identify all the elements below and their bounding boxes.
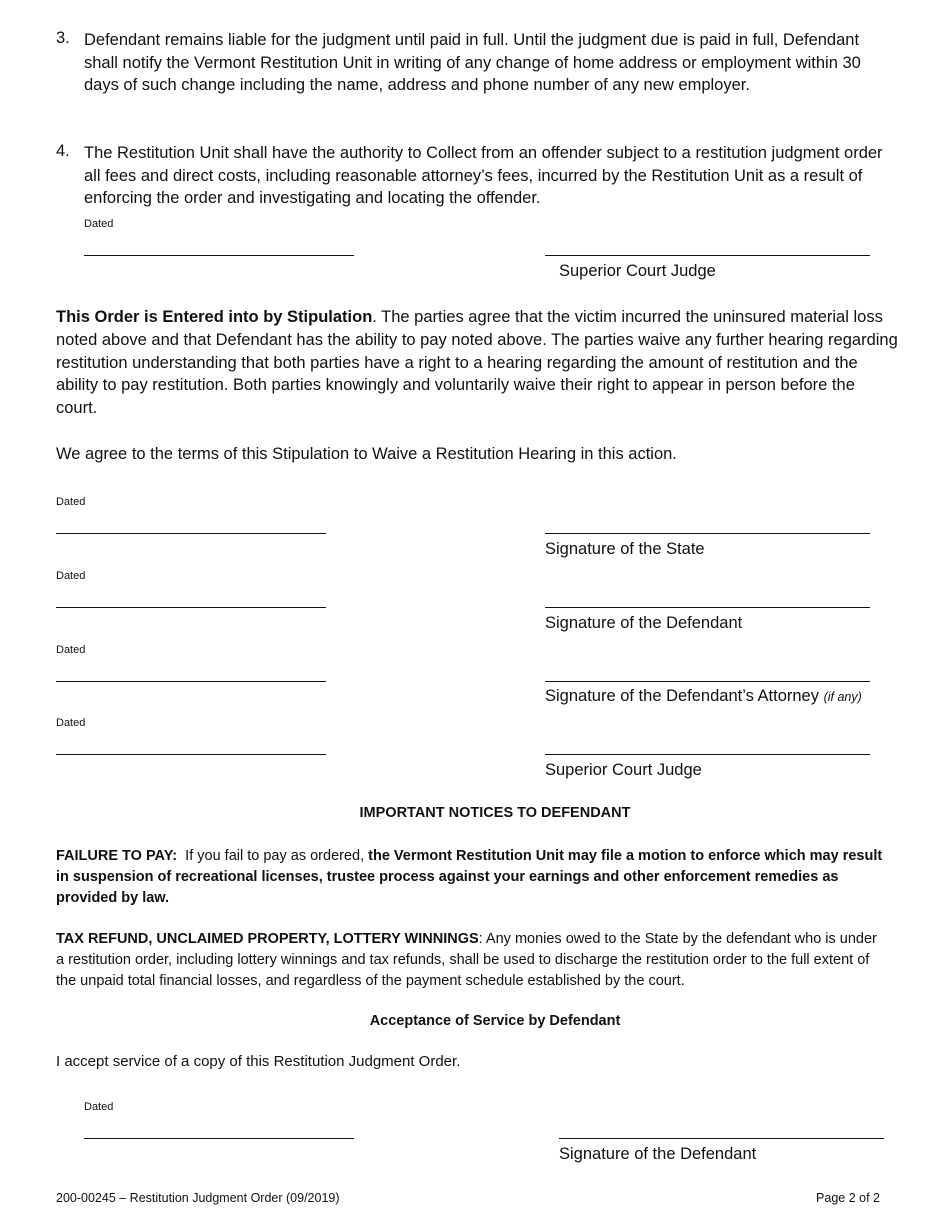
state-signature-label: Signature of the State bbox=[545, 540, 705, 558]
judge-label: Superior Court Judge bbox=[559, 262, 716, 280]
form-id: 200-00245 – Restitution Judgment Order (09/2019) bbox=[56, 1191, 340, 1205]
failure-bold: the Vermont Restitution Unit may file a motion to enforce which may result in suspension of recreational licenses, trustee process against your earnings and other enforcement remedies as provided by law. bbox=[56, 848, 883, 906]
signature-line[interactable] bbox=[545, 681, 870, 682]
tax-refund-notice bbox=[56, 929, 886, 991]
signature-line[interactable] bbox=[545, 607, 870, 608]
signature-line[interactable] bbox=[545, 533, 870, 534]
failure-plain: If you fail to pay as ordered, bbox=[177, 848, 369, 864]
date-line[interactable] bbox=[56, 607, 326, 608]
dated-label: Dated bbox=[56, 570, 86, 582]
tax-lead: TAX REFUND, UNCLAIMED PROPERTY, LOTTERY WINNINGS bbox=[56, 931, 479, 947]
judge-signature-label: Superior Court Judge bbox=[545, 761, 702, 779]
acceptance-heading: Acceptance of Service by Defendant bbox=[369, 1013, 621, 1029]
item-3-text: Defendant remains liable for the judgment until paid in full. Until the judgment due is paid in full, Defendant shall notify the Vermont Restitution Unit in writing of any change of home address or employment within 30 days of such change including the name, address and phone number of any new employer. bbox=[84, 31, 861, 94]
agree-text: We agree to the terms of this Stipulation to Waive a Restitution Hearing in this action. bbox=[56, 445, 677, 463]
signature-line[interactable] bbox=[559, 1138, 884, 1139]
dated-label: Dated bbox=[56, 644, 86, 656]
acceptance-signature-label: Signature of the Defendant bbox=[559, 1145, 757, 1163]
item-4-text: The Restitution Unit shall have the authority to Collect from an offender subject to a restitution judgment order all fees and direct costs, including reasonable attorney’s fees, incurred by the Restitution Unit as a result of enforcing the order and investigating and locating the offender. bbox=[84, 144, 883, 207]
stipulation-text: . The parties agree that the victim incurred the uninsured material loss noted above and that Defendant has the ability to pay noted above. The parties waive any further hearing regarding restitution understanding that both parties have a right to a hearing regarding the amount of restitution and the ability to pay restitution. Both parties knowingly and voluntarily waive their right to appear in person before the court. bbox=[56, 308, 898, 418]
acceptance-text: I accept service of a copy of this Restitution Judgment Order. bbox=[56, 1053, 461, 1070]
page-number: Page 2 of 2 bbox=[816, 1191, 880, 1205]
defendant-signature-label: Signature of the Defendant bbox=[545, 614, 743, 632]
failure-to-pay-notice bbox=[56, 846, 886, 908]
tax-text: : Any monies owed to the State by the defendant who is under a restitution order, including lottery winnings and tax refunds, shall be used to discharge the restitution order to the full extent of the unpaid total financial losses, and regardless of the payment schedule established by the court. bbox=[56, 931, 877, 989]
attorney-note: (if any) bbox=[823, 690, 862, 704]
date-line[interactable] bbox=[56, 754, 326, 755]
date-line[interactable] bbox=[84, 1138, 354, 1139]
attorney-signature-label bbox=[545, 687, 862, 706]
stipulation-lead: This Order is Entered into by Stipulation bbox=[56, 308, 373, 326]
failure-lead: FAILURE TO PAY: bbox=[56, 848, 178, 864]
stipulation-paragraph bbox=[56, 306, 898, 420]
date-line[interactable] bbox=[56, 681, 326, 682]
date-line[interactable] bbox=[84, 255, 354, 256]
item-3-number: 3. bbox=[56, 29, 70, 47]
date-line[interactable] bbox=[56, 533, 326, 534]
notices-heading: IMPORTANT NOTICES TO DEFENDANT bbox=[359, 805, 631, 821]
signature-line[interactable] bbox=[545, 255, 870, 256]
dated-label: Dated bbox=[84, 1101, 114, 1113]
item-4-number: 4. bbox=[56, 142, 70, 160]
dated-label: Dated bbox=[56, 717, 86, 729]
attorney-label-text: Signature of the Defendant’s Attorney bbox=[545, 687, 819, 705]
dated-label: Dated bbox=[56, 496, 86, 508]
dated-label: Dated bbox=[84, 218, 114, 230]
signature-line[interactable] bbox=[545, 754, 870, 755]
